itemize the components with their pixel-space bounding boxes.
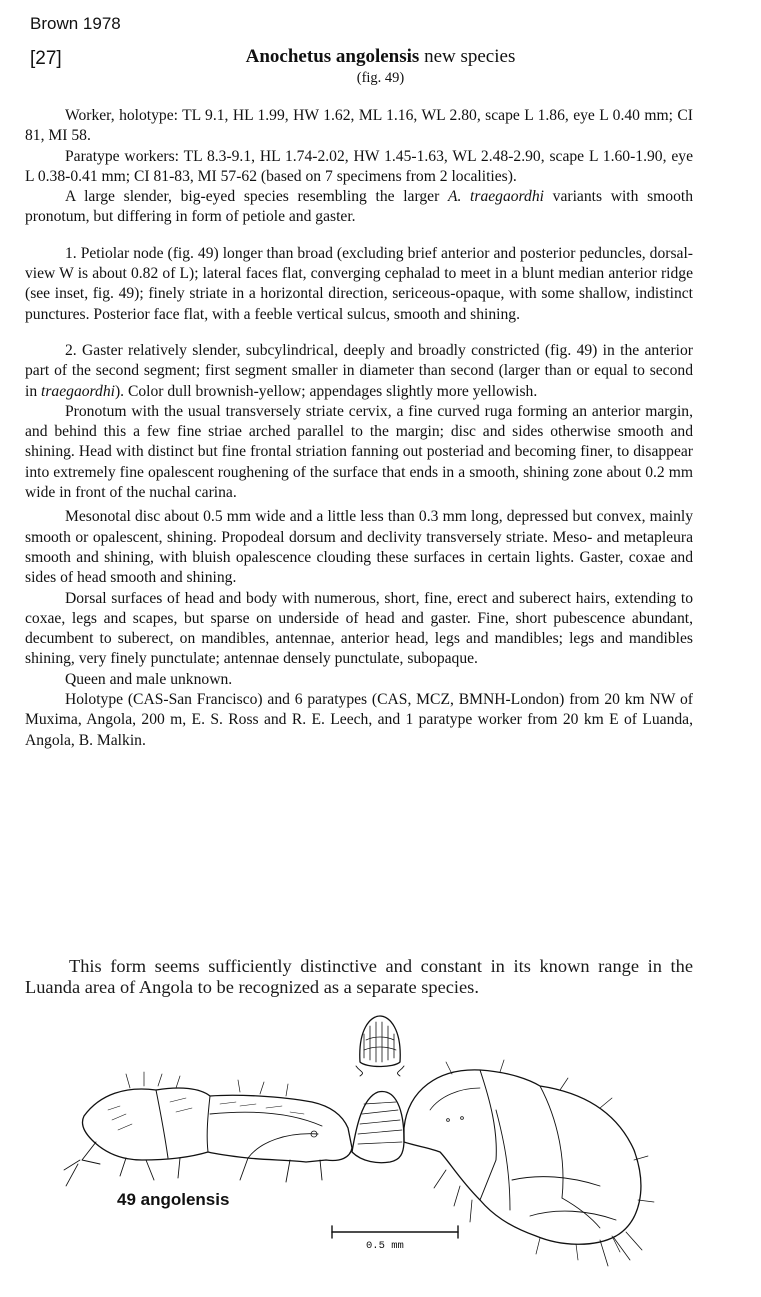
mesonotum-paragraph: Mesonotal disc about 0.5 mm wide and a little less than 0.3 mm long, depressed but convex, mainly smooth or opalescent, shining. Propodeal dorsum and declivity transversely striate. Meso- and metapleura smooth and shining, with bluish opalescence clouding these surfaces in certain lights. Gaster, coxae and sides of head smooth and shining. [25, 508, 693, 587]
scale-bar [332, 1226, 458, 1238]
handwritten-note: This form seems sufficiently distinctive and constant in its known range in the Luanda area of Angola to be recognized as a separate species. [25, 956, 693, 997]
petiole-node-drawing [352, 1092, 404, 1163]
gaster-drawing [404, 1060, 654, 1266]
petiole-paragraph: 1. Petiolar node (fig. 49) longer than broad (excluding brief anterior and posterior peduncles, dorsal-view W is about 0.82 of L); lateral faces flat, converging cephalad to meet in a blunt median anterior ridge (see inset, fig. 49); finely striate in a horizontal direction, sericeous-opaque, with some shallow, indistinct punctures. Posterior face flat, with a feeble vertical sulcus, smooth and shining. [25, 244, 693, 323]
gaster-paragraph: 2. Gaster relatively slender, subcylindrical, deeply and broadly constricted (fig. 49) in the anterior part of the second segment; first segment smaller in diameter than second (larger than or equal to second in traegaordhi). Color dull brownish-yellow; appendages slightly more yellowish. [25, 341, 693, 400]
species-status: new species [419, 46, 516, 67]
species-italic: traegaordhi [41, 382, 115, 400]
figure-label: 49 angolensis [117, 1190, 230, 1209]
species-name: Anochetus angolensis [245, 46, 420, 67]
description-body [25, 106, 693, 751]
diagnosis-paragraph: A large slender, big-eyed species resembling the larger A. traegaordhi variants with smooth pronotum, but differing in form of petiole and gaster. [25, 188, 694, 226]
queen-male-paragraph: Queen and male unknown. [65, 670, 233, 688]
figure-reference: (fig. 49) [356, 70, 405, 86]
species-title [0, 46, 761, 68]
paratype-measurements: Paratype workers: TL 8.3-9.1, HL 1.74-2.02, HW 1.45-1.63, WL 2.48-2.90, scape L 1.60-1.90, eye L 0.38-0.41 mm; CI 81-83, MI 57-62 (based on 7 specimens from 2 localities). [25, 147, 693, 185]
scale-bar-label: 0.5 mm [366, 1240, 404, 1252]
inset-petiole-drawing [356, 1016, 404, 1076]
pilosity-paragraph: Dorsal surfaces of head and body with numerous, short, fine, erect and suberect hairs, extending to coxae, legs and scapes, but sparse on underside of head and gaster. Fine, short pubescence abundant, decumbent to suberect, on mandibles, antennae, anterior head, legs and mandibles; legs and mandibles shining, very finely punctulate; antennae densely punctulate, subopaque. [25, 589, 693, 668]
mesosoma-drawing [64, 1072, 352, 1186]
source-citation: Brown 1978 [30, 14, 121, 33]
species-italic: A. traegaordhi [447, 188, 544, 206]
pronotum-paragraph: Pronotum with the usual transversely striate cervix, a fine curved ruga forming an anterior margin, and behind this a few fine striae arched parallel to the margin; disc and sides otherwise smooth and shining. Head with distinct but fine frontal striation fanning out posteriad and becoming finer, to disappear into extremely fine opalescent roughening of the surface that ends in a smooth, shining zone about 0.2 mm wide in front of the nuchal carina. [25, 402, 693, 502]
reference-number: [27] [30, 48, 62, 69]
type-material-paragraph: Holotype (CAS-San Francisco) and 6 paratypes (CAS, MCZ, BMNH-London) from 20 km NW of Muxima, Angola, 200 m, E. S. Ross and R. E. Leech, and 1 paratype worker from 20 km E of Luanda, Angola, B. Malkin. [25, 691, 693, 749]
holotype-measurements: Worker, holotype: TL 9.1, HL 1.99, HW 1.62, ML 1.16, WL 2.80, scape L 1.86, eye L 0.40 mm; CI 81, MI 58. [25, 107, 693, 145]
